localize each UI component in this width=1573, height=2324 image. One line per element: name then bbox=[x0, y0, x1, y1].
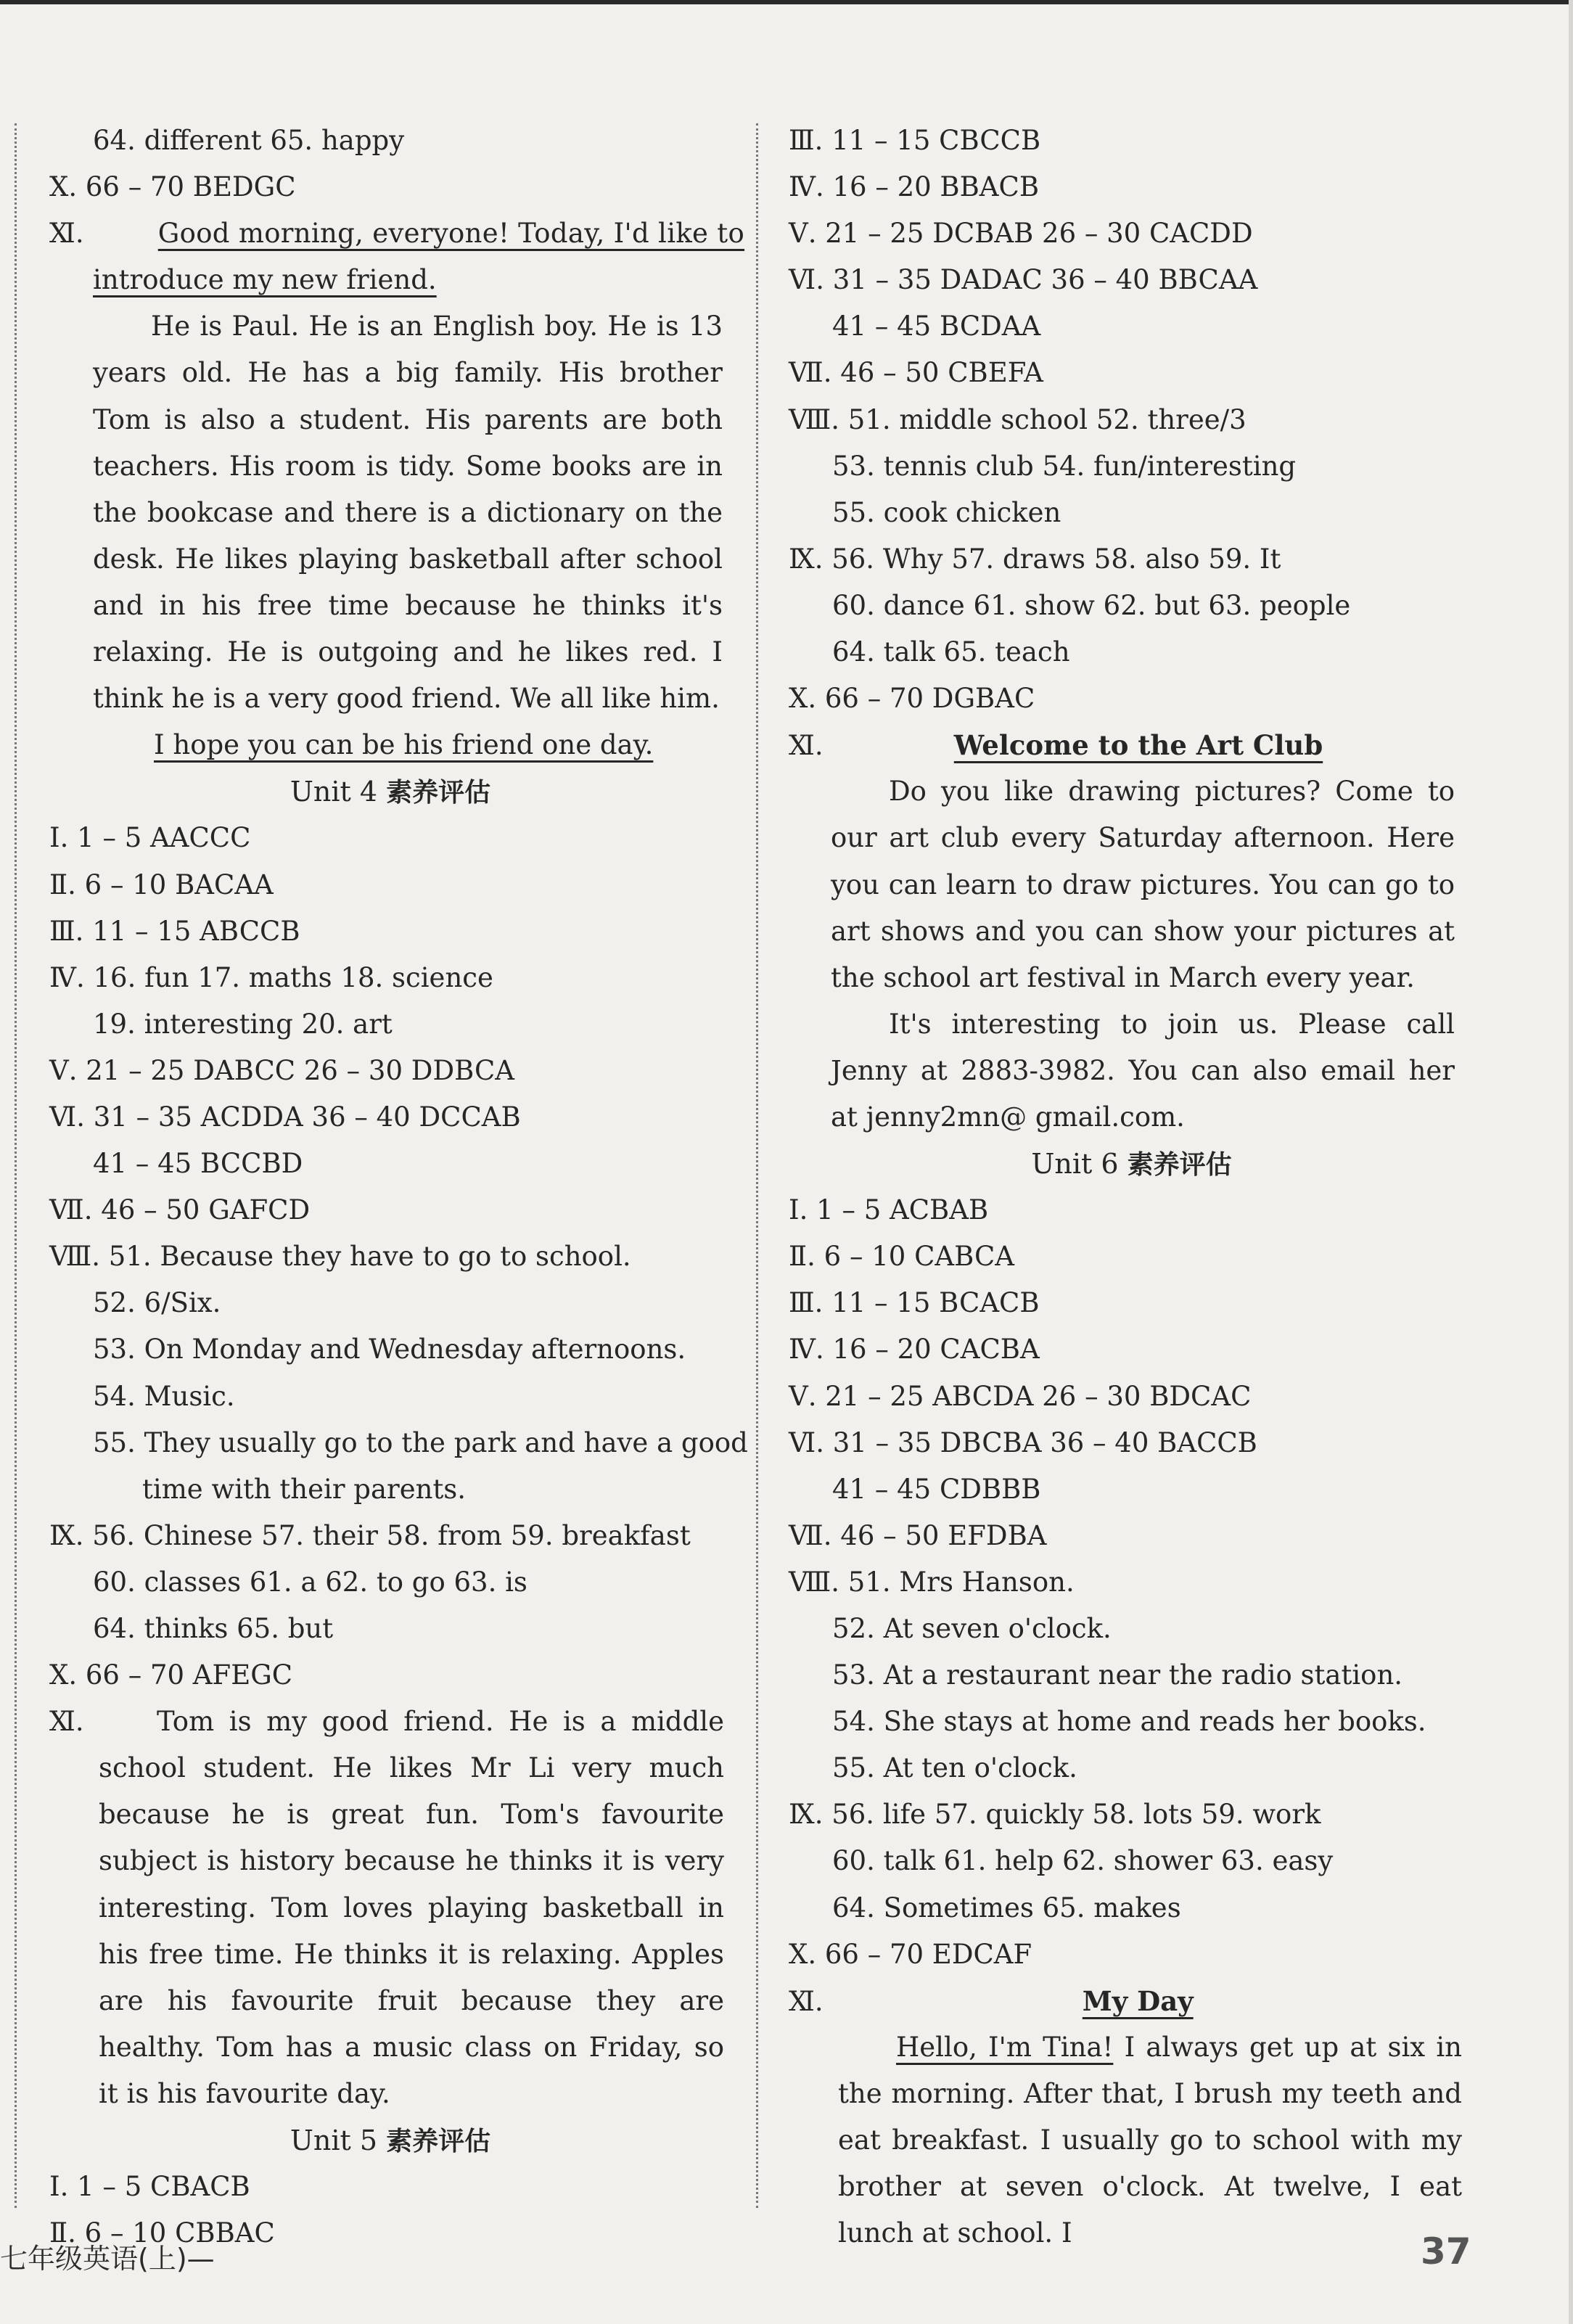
right-column bbox=[789, 118, 1474, 2257]
section-label: Ⅺ. bbox=[789, 730, 824, 762]
answer-line: 19. interesting 20. art bbox=[93, 1008, 393, 1040]
answer-line: Ⅱ. 6 – 10 CABCA bbox=[789, 1241, 1015, 1273]
answer-line: Ⅹ. 66 – 70 EDCAF bbox=[789, 1938, 1032, 1970]
writing-title-row bbox=[789, 1978, 1474, 2024]
right-edge-shadow bbox=[1569, 0, 1573, 2324]
answer-line: Ⅳ. 16 – 20 CACBA bbox=[789, 1334, 1040, 1366]
art-club-writing bbox=[789, 722, 1474, 1141]
book-title-footer: 七年级英语(上)— bbox=[0, 2243, 215, 2275]
answer-line: Ⅶ. 46 – 50 CBEFA bbox=[789, 357, 1043, 389]
answer-line: Ⅷ. 51. Mrs Hanson. bbox=[789, 1566, 1075, 1598]
answer-line: Ⅰ. 1 – 5 AACCC bbox=[49, 822, 251, 854]
writing-greeting: Hello, I'm Tina! bbox=[896, 2031, 1114, 2063]
unit6-title: Unit 6 bbox=[1031, 1148, 1119, 1181]
unit4-title: Unit 4 bbox=[289, 776, 378, 808]
answer-line: 64. talk 65. teach bbox=[832, 636, 1070, 668]
answer-line: Ⅹ. 66 – 70 AFEGC bbox=[49, 1659, 293, 1691]
answer-line: Ⅳ. 16. fun 17. maths 18. science bbox=[49, 961, 493, 993]
answer-line: Ⅴ. 21 – 25 ABCDA 26 – 30 BDCAC bbox=[789, 1380, 1252, 1412]
answer-line: Ⅷ. 51. middle school 52. three/3 bbox=[789, 403, 1247, 435]
answer-line: 41 – 45 BCDAA bbox=[832, 311, 1041, 342]
center-fold-line bbox=[756, 123, 758, 2208]
answer-line: Ⅱ. 6 – 10 BACAA bbox=[49, 869, 274, 900]
answer-line: 53. At a restaurant near the radio station. bbox=[832, 1659, 1403, 1691]
top-edge bbox=[0, 0, 1573, 4]
answer-line: Ⅲ. 11 – 15 CBCCB bbox=[789, 125, 1041, 156]
unit4-heading bbox=[49, 768, 731, 815]
answer-line: 41 – 45 CDBBB bbox=[832, 1473, 1041, 1505]
answer-line: Ⅶ. 46 – 50 GAFCD bbox=[49, 1194, 311, 1226]
answer-line: Ⅳ. 16 – 20 BBACB bbox=[789, 171, 1040, 203]
answer-line: 54. Music. bbox=[93, 1380, 235, 1412]
answer-line: Ⅹ. 66 – 70 DGBAC bbox=[789, 683, 1035, 715]
writing-title: Welcome to the Art Club bbox=[953, 729, 1323, 762]
answer-line: 64. thinks 65. but bbox=[93, 1613, 334, 1644]
answer-line: 52. 6/Six. bbox=[93, 1287, 221, 1319]
left-fold-line bbox=[15, 123, 17, 2208]
unit6-heading bbox=[789, 1141, 1474, 1187]
writing-closing-row bbox=[49, 722, 731, 768]
answer-line: 55. At ten o'clock. bbox=[832, 1752, 1077, 1784]
writing-body-text: I always get up at six in the morning. After that, I brush my teeth and eat breakfast. I usually go to school with my brother at seven o'clock. At twelve, I eat lunch at school. I bbox=[838, 2031, 1463, 2249]
section-label: Ⅺ. bbox=[49, 1706, 84, 1738]
section-label: Ⅺ. bbox=[789, 1985, 824, 2017]
writing-title: My Day bbox=[1082, 1984, 1194, 2017]
writing-section-2 bbox=[49, 1699, 731, 2117]
right-top-answers bbox=[789, 118, 1474, 722]
unit5-subtitle: 素养评估 bbox=[386, 2127, 491, 2157]
writing-body: Do you like drawing pictures? Come to our art club every Saturday afternoon. Here you can learn to draw pictures. You can go to art shows and you can show your pictures at the school art festival in March every year. bbox=[831, 776, 1455, 993]
answer-line: Ⅲ. 11 – 15 BCACB bbox=[789, 1287, 1040, 1319]
answer-line: Ⅵ. 31 – 35 DADAC 36 – 40 BBCAA bbox=[789, 264, 1258, 296]
writing-closing: I hope you can be his friend one day. bbox=[154, 729, 654, 761]
answer-line: 53. On Monday and Wednesday afternoons. bbox=[93, 1334, 686, 1366]
answer-line: Ⅴ. 21 – 25 DCBAB 26 – 30 CACDD bbox=[789, 218, 1253, 250]
answer-line: Ⅰ. 1 – 5 CBACB bbox=[49, 2171, 250, 2203]
answer-line: 41 – 45 BCCBD bbox=[93, 1148, 303, 1180]
answer-line: 55. They usually go to the park and have a good bbox=[93, 1426, 748, 1458]
unit4-subtitle: 素养评估 bbox=[386, 778, 491, 808]
answer-line: time with their parents. bbox=[142, 1473, 467, 1505]
page-number: 37 bbox=[1421, 2230, 1471, 2272]
writing-body bbox=[789, 2024, 1462, 2257]
answer-line: Ⅶ. 46 – 50 EFDBA bbox=[789, 1519, 1047, 1551]
unit4-answers bbox=[49, 815, 748, 1699]
section-label: Ⅺ. bbox=[49, 218, 84, 250]
answer-line: 64. Sometimes 65. makes bbox=[832, 1892, 1181, 1923]
answer-line: Ⅵ. 31 – 35 DBCBA 36 – 40 BACCB bbox=[789, 1426, 1257, 1458]
my-day-writing bbox=[789, 1978, 1474, 2257]
writing-body: Tom is my good friend. He is a middle school student. He likes Mr Li very much because he is great fun. Tom's favourite subject is history because he thinks it is very interesting. Tom loves playing basketball in his free time. He thinks it is relaxing. Apples are his favourite fruit because they are healthy. Tom has a music class on Friday, so it is his favourite day. bbox=[99, 1706, 724, 2109]
unit6-answers bbox=[789, 1187, 1474, 1978]
left-top-answers bbox=[49, 118, 731, 210]
answer-line: Ⅷ. 51. Because they have to go to school. bbox=[49, 1241, 631, 1273]
answer-line: Ⅲ. 11 – 15 ABCCB bbox=[49, 915, 300, 947]
writing-body: He is Paul. He is an English boy. He is 13 years old. He has a big family. His brother Tom is also a student. His parents are both teachers. His room is tidy. Some books are in the bookcase and there is a dictionary on the desk. He likes playing basketball after school and in his free time because he thinks it's relaxing. He is outgoing and he likes red. I think he is a very good friend. We all like him. bbox=[93, 311, 723, 715]
answer-line: 52. At seven o'clock. bbox=[832, 1613, 1112, 1644]
answer-line: Ⅹ. 66 – 70 BEDGC bbox=[49, 171, 296, 203]
answer-line: Ⅸ. 56. life 57. quickly 58. lots 59. work bbox=[789, 1799, 1321, 1831]
answer-line: 60. talk 61. help 62. shower 63. easy bbox=[832, 1845, 1334, 1877]
answer-line: Ⅴ. 21 – 25 DABCC 26 – 30 DDBCA bbox=[49, 1054, 515, 1086]
answer-line: Ⅸ. 56. Why 57. draws 58. also 59. It bbox=[789, 543, 1281, 575]
answer-line: Ⅱ. 6 – 10 CBBAC bbox=[49, 2217, 275, 2249]
answer-line: 53. tennis club 54. fun/interesting bbox=[832, 450, 1297, 482]
unit5-heading bbox=[49, 2117, 731, 2164]
answer-line: 60. dance 61. show 62. but 63. people bbox=[832, 589, 1351, 621]
answer-line: 64. different 65. happy bbox=[93, 125, 405, 156]
writing-title-row bbox=[789, 722, 1474, 768]
answer-line: Ⅰ. 1 – 5 ACBAB bbox=[789, 1194, 989, 1226]
unit6-subtitle: 素养评估 bbox=[1127, 1150, 1232, 1181]
writing-opening-cont: introduce my new friend. bbox=[93, 264, 437, 296]
answer-line: 55. cook chicken bbox=[832, 496, 1061, 528]
unit5-title: Unit 5 bbox=[289, 2124, 378, 2157]
answer-line: Ⅵ. 31 – 35 ACDDA 36 – 40 DCCAB bbox=[49, 1101, 521, 1133]
answer-line: Ⅸ. 56. Chinese 57. their 58. from 59. breakfast bbox=[49, 1519, 691, 1551]
writing-title-row bbox=[49, 210, 745, 257]
writing-section-1 bbox=[49, 210, 745, 768]
answer-line: 54. She stays at home and reads her books. bbox=[832, 1706, 1426, 1738]
answer-line: 60. classes 61. a 62. to go 63. is bbox=[93, 1566, 527, 1598]
left-column bbox=[49, 118, 748, 2257]
writing-body: It's interesting to join us. Please call Jenny at 2883-3982. You can also email her at jenny2mn@ gmail.com. bbox=[831, 1008, 1455, 1133]
writing-opening: Good morning, everyone! Today, I'd like to bbox=[157, 218, 745, 250]
writing-opening-row2 bbox=[49, 257, 731, 303]
